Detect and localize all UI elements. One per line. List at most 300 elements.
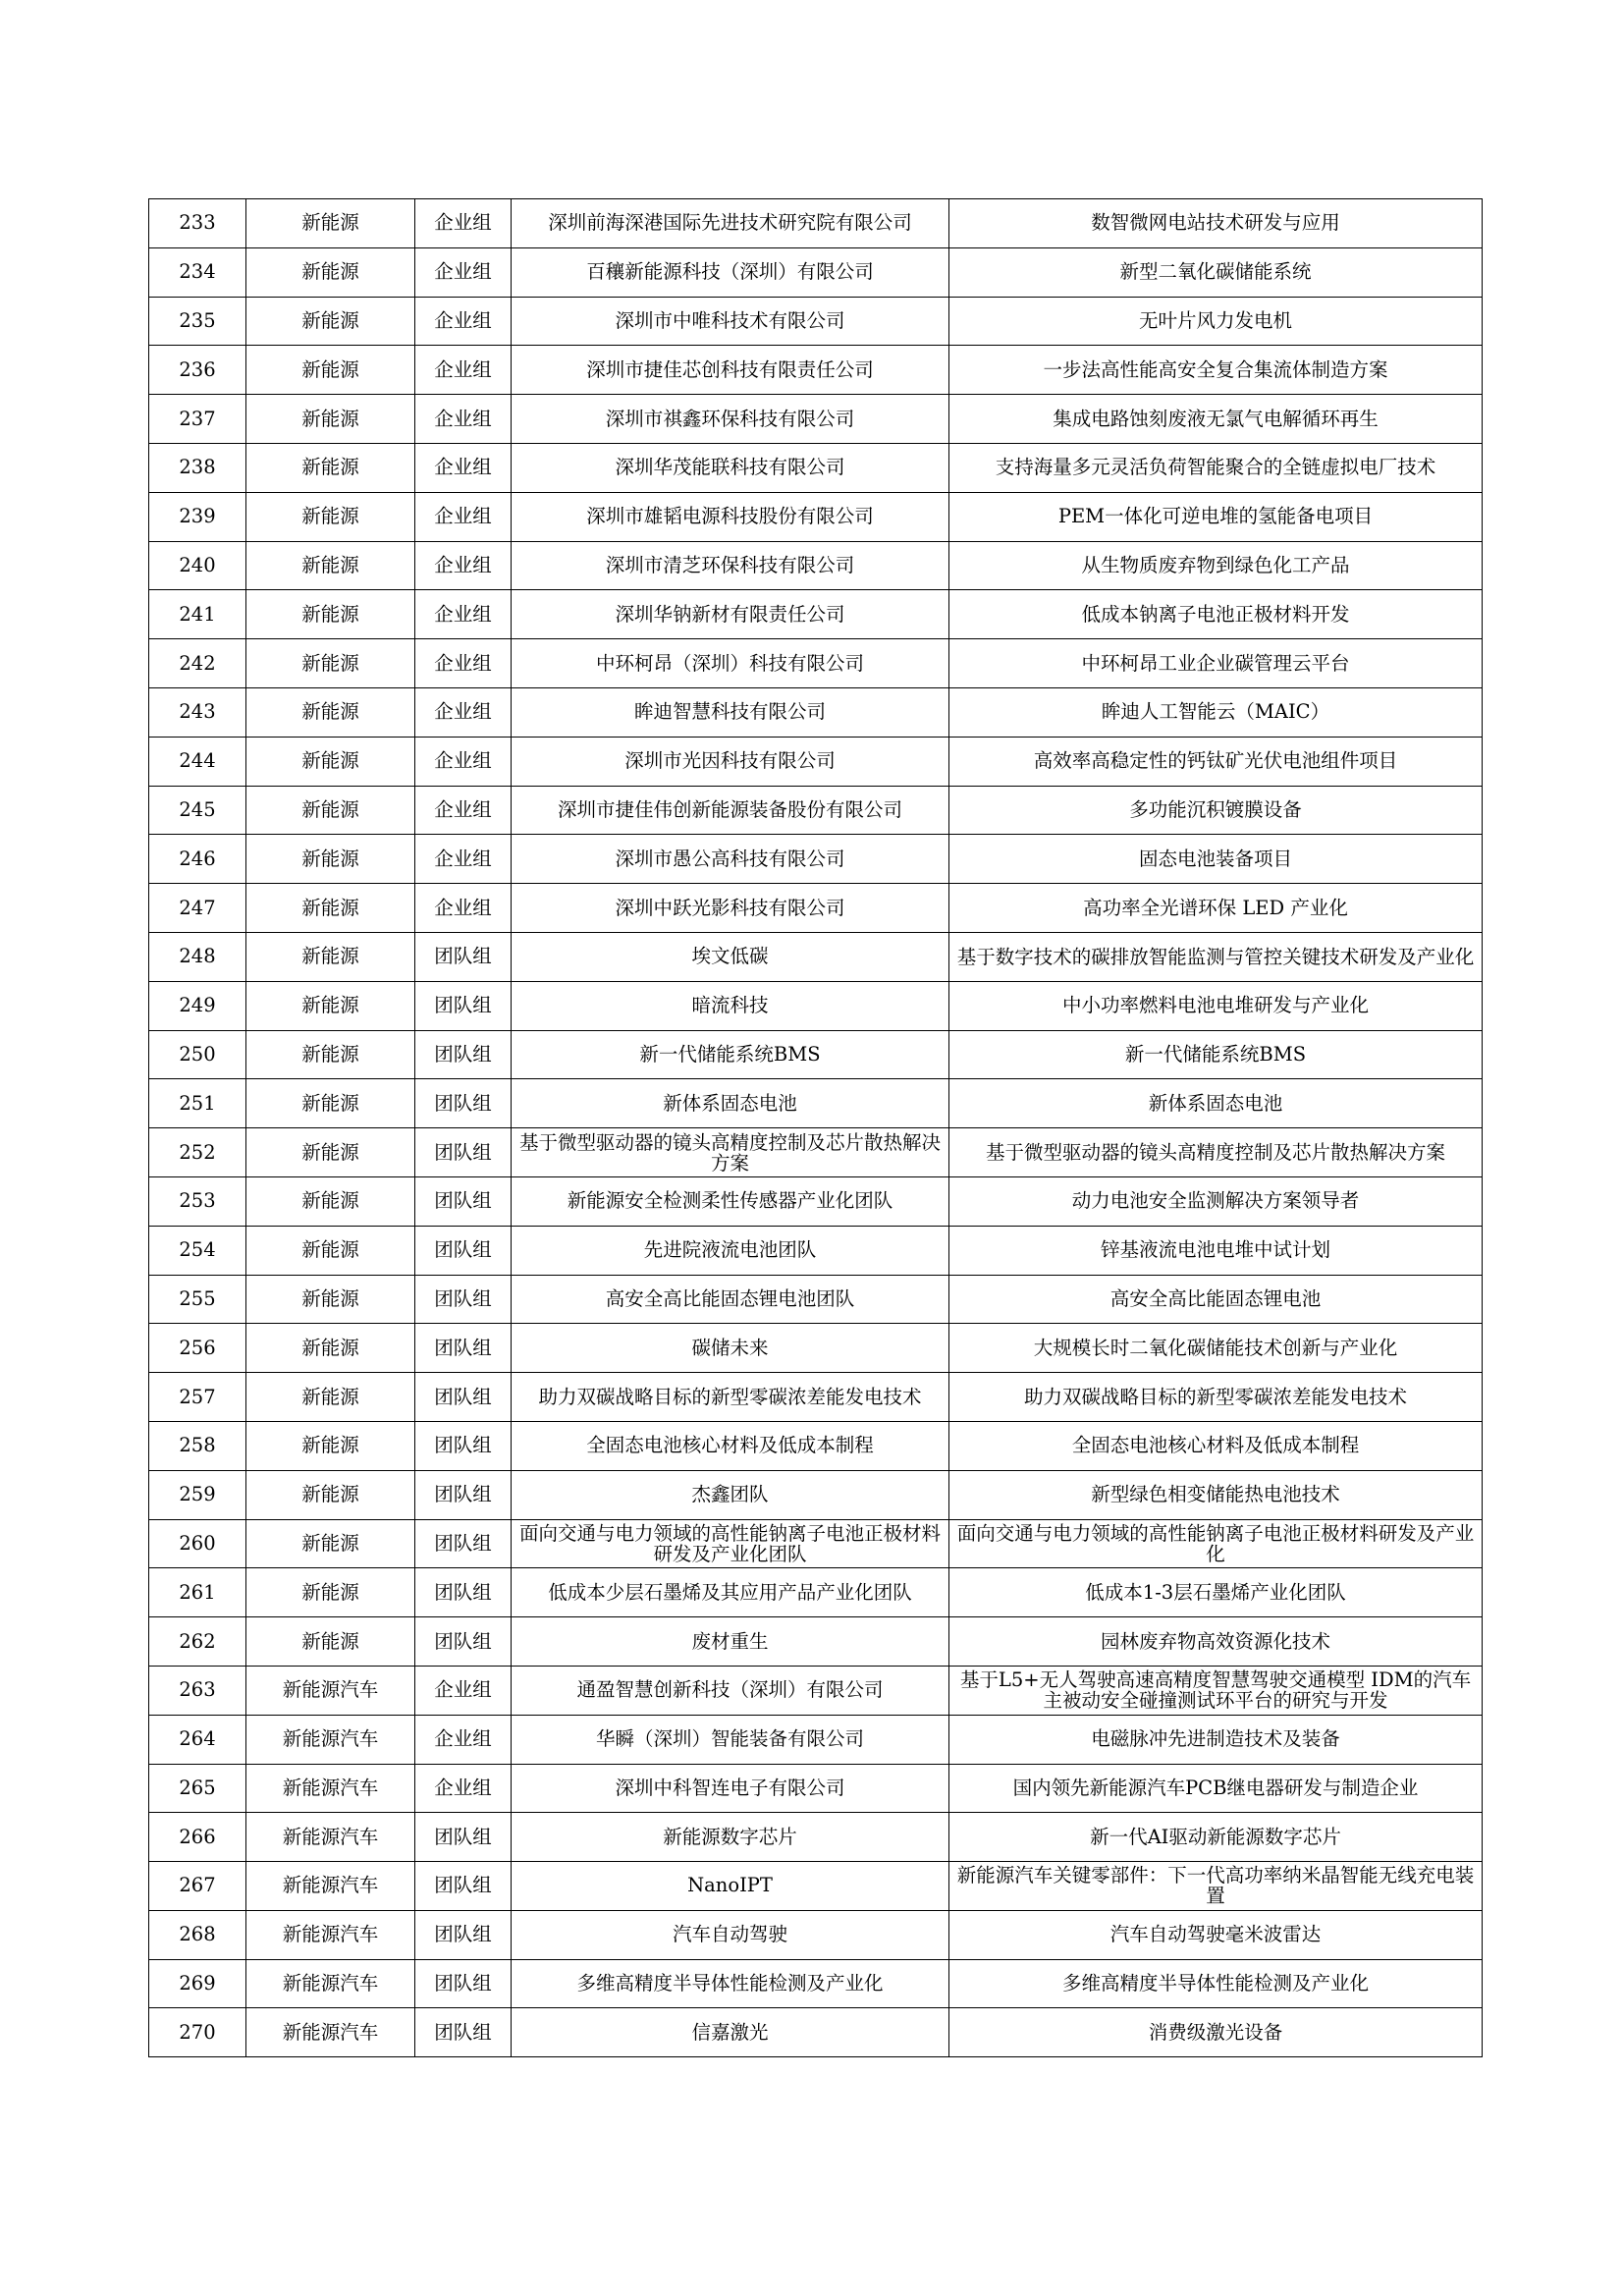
row-number-cell	[149, 687, 246, 737]
group-type-text: 企业组	[434, 260, 492, 284]
table-row	[149, 1421, 1483, 1470]
industry-text: 新能源	[301, 896, 359, 919]
industry-cell	[246, 981, 415, 1030]
group-type-text: 团队组	[434, 994, 492, 1017]
industry-cell	[246, 346, 415, 395]
industry-text: 新能源	[301, 1042, 359, 1066]
project-name-text: 新型二氧化碳储能系统	[1119, 260, 1312, 284]
group-type-cell	[415, 1519, 512, 1568]
project-name-text: 眸迪人工智能云（MAIC）	[1101, 700, 1330, 724]
participant-name-cell	[512, 297, 949, 346]
industry-text: 新能源	[301, 1531, 359, 1555]
project-name-cell	[949, 1617, 1483, 1667]
row-number-cell	[149, 346, 246, 395]
industry-text: 新能源	[301, 651, 359, 675]
participant-name-cell	[512, 1519, 949, 1568]
row-number-text: 265	[179, 1776, 216, 1799]
group-type-cell	[415, 1176, 512, 1226]
participant-name-text: 杰鑫团队	[691, 1483, 769, 1506]
project-name-cell	[949, 932, 1483, 981]
participant-name-cell	[512, 1568, 949, 1617]
industry-text: 新能源	[301, 945, 359, 968]
project-name-text: 无叶片风力发电机	[1138, 308, 1292, 332]
row-number-cell	[149, 541, 246, 590]
participant-name-cell	[512, 1862, 949, 1911]
group-type-text: 团队组	[434, 1091, 492, 1115]
group-type-text: 企业组	[434, 211, 492, 235]
project-name-cell	[949, 1373, 1483, 1422]
row-number-cell	[149, 1568, 246, 1617]
row-number-text: 247	[179, 896, 216, 919]
industry-cell	[246, 1275, 415, 1324]
industry-cell	[246, 1373, 415, 1422]
row-number-cell	[149, 395, 246, 444]
participant-name-cell	[512, 687, 949, 737]
project-name-cell	[949, 1764, 1483, 1813]
project-name-text: 新能源汽车关键零部件：下一代高功率纳米晶智能无线充电装置	[956, 1865, 1475, 1907]
project-name-cell	[949, 1176, 1483, 1226]
project-name-cell	[949, 835, 1483, 884]
row-number-cell	[149, 835, 246, 884]
participant-name-text: 通盈智慧创新科技（深圳）有限公司	[576, 1678, 884, 1702]
projects-table	[148, 198, 1483, 2057]
project-name-cell	[949, 2008, 1483, 2057]
group-type-text: 团队组	[434, 2020, 492, 2044]
project-name-text: PEM一体化可逆电堆的氢能备电项目	[1057, 505, 1374, 528]
participant-name-cell	[512, 884, 949, 933]
row-number-cell	[149, 1470, 246, 1519]
row-number-text: 267	[179, 1874, 216, 1897]
group-type-cell	[415, 247, 512, 297]
participant-name-cell	[512, 1666, 949, 1715]
project-name-text: 基于L5+无人驾驶高速高精度智慧驾驶交通模型 IDM的汽车主被动安全碰撞测试环平台的研究与开发	[959, 1669, 1472, 1712]
participant-name-text: 深圳中跃光影科技有限公司	[615, 896, 845, 919]
group-type-cell	[415, 932, 512, 981]
row-number-text: 242	[179, 651, 216, 675]
row-number-text: 243	[179, 700, 216, 724]
row-number-text: 270	[179, 2020, 216, 2044]
project-name-cell	[949, 492, 1483, 541]
industry-cell	[246, 541, 415, 590]
project-name-cell	[949, 786, 1483, 835]
group-type-cell	[415, 1764, 512, 1813]
table-row	[149, 1226, 1483, 1275]
industry-text: 新能源汽车	[282, 1972, 379, 1995]
group-type-cell	[415, 1666, 512, 1715]
project-name-text: 多功能沉积镀膜设备	[1129, 797, 1302, 821]
project-name-cell	[949, 1226, 1483, 1275]
industry-cell	[246, 1128, 415, 1177]
row-number-cell	[149, 1813, 246, 1862]
group-type-cell	[415, 1568, 512, 1617]
participant-name-cell	[512, 443, 949, 492]
group-type-cell	[415, 199, 512, 248]
industry-text: 新能源	[301, 1091, 359, 1115]
table-row	[149, 247, 1483, 297]
project-name-text: 动力电池安全监测解决方案领导者	[1071, 1189, 1360, 1213]
table-row	[149, 1324, 1483, 1373]
industry-cell	[246, 1862, 415, 1911]
table-row	[149, 541, 1483, 590]
project-name-cell	[949, 395, 1483, 444]
row-number-text: 257	[179, 1385, 216, 1408]
project-name-text: 新型绿色相变储能热电池技术	[1091, 1483, 1340, 1506]
participant-name-cell	[512, 1128, 949, 1177]
industry-cell	[246, 1470, 415, 1519]
participant-name-text: 深圳华茂能联科技有限公司	[615, 456, 845, 479]
project-name-cell	[949, 1324, 1483, 1373]
participant-name-cell	[512, 1324, 949, 1373]
project-name-text: 新一代AI驱动新能源数字芯片	[1090, 1825, 1341, 1848]
row-number-cell	[149, 884, 246, 933]
table-row	[149, 1373, 1483, 1422]
industry-text: 新能源汽车	[282, 1727, 379, 1751]
row-number-text: 254	[179, 1238, 216, 1262]
participant-name-text: 全固态电池核心材料及低成本制程	[586, 1434, 874, 1457]
row-number-cell	[149, 1226, 246, 1275]
group-type-text: 团队组	[434, 1580, 492, 1604]
industry-cell	[246, 1226, 415, 1275]
project-name-cell	[949, 1568, 1483, 1617]
row-number-text: 269	[179, 1972, 216, 1995]
participant-name-text: 基于微型驱动器的镜头高精度控制及芯片散热解决方案	[518, 1131, 941, 1174]
row-number-text: 249	[179, 994, 216, 1017]
project-name-cell	[949, 1666, 1483, 1715]
group-type-text: 团队组	[434, 1042, 492, 1066]
group-type-text: 团队组	[434, 1825, 492, 1848]
row-number-cell	[149, 981, 246, 1030]
participant-name-text: 深圳市光因科技有限公司	[624, 749, 836, 773]
group-type-cell	[415, 1226, 512, 1275]
industry-text: 新能源	[301, 700, 359, 724]
group-type-text: 企业组	[434, 407, 492, 430]
group-type-cell	[415, 590, 512, 639]
project-name-text: 基于数字技术的碳排放智能监测与管控关键技术研发及产业化	[956, 946, 1475, 967]
table-row	[149, 1030, 1483, 1079]
row-number-text: 251	[179, 1091, 216, 1115]
project-name-cell	[949, 1519, 1483, 1568]
group-type-cell	[415, 492, 512, 541]
industry-text: 新能源	[301, 1580, 359, 1604]
group-type-cell	[415, 443, 512, 492]
group-type-cell	[415, 1813, 512, 1862]
participant-name-text: 新能源数字芯片	[663, 1825, 797, 1848]
row-number-cell	[149, 297, 246, 346]
group-type-text: 团队组	[434, 1874, 492, 1897]
project-name-cell	[949, 443, 1483, 492]
industry-text: 新能源汽车	[282, 1923, 379, 1946]
row-number-cell	[149, 2008, 246, 2057]
project-name-cell	[949, 1275, 1483, 1324]
industry-text: 新能源汽车	[282, 1776, 379, 1799]
row-number-text: 256	[179, 1336, 216, 1359]
table-row	[149, 1519, 1483, 1568]
industry-cell	[246, 590, 415, 639]
row-number-cell	[149, 1373, 246, 1422]
table-row	[149, 786, 1483, 835]
participant-name-text: 埃文低碳	[691, 945, 769, 968]
participant-name-cell	[512, 835, 949, 884]
group-type-text: 团队组	[434, 1483, 492, 1506]
participant-name-text: 深圳市清芝环保科技有限公司	[605, 553, 855, 576]
industry-cell	[246, 835, 415, 884]
industry-cell	[246, 1568, 415, 1617]
group-type-text: 企业组	[434, 357, 492, 381]
group-type-cell	[415, 346, 512, 395]
industry-text: 新能源	[301, 797, 359, 821]
project-name-text: 低成本钠离子电池正极材料开发	[1081, 602, 1350, 626]
project-name-text: 新一代储能系统BMS	[1124, 1042, 1307, 1066]
row-number-cell	[149, 1910, 246, 1959]
row-number-text: 255	[179, 1286, 216, 1310]
industry-text: 新能源	[301, 1483, 359, 1506]
project-name-text: 高安全高比能固态锂电池	[1109, 1286, 1322, 1310]
table-row	[149, 1862, 1483, 1911]
group-type-cell	[415, 981, 512, 1030]
group-type-cell	[415, 541, 512, 590]
participant-name-cell	[512, 199, 949, 248]
participant-name-text: 废材重生	[691, 1629, 769, 1653]
project-name-text: 新体系固态电池	[1148, 1091, 1283, 1115]
table-row	[149, 1617, 1483, 1667]
industry-text: 新能源	[301, 749, 359, 773]
table-row	[149, 1128, 1483, 1177]
project-name-text: 中小功率燃料电池电堆研发与产业化	[1061, 994, 1369, 1017]
participant-name-cell	[512, 1421, 949, 1470]
industry-cell	[246, 1715, 415, 1764]
row-number-text: 233	[179, 211, 216, 235]
group-type-cell	[415, 639, 512, 688]
group-type-cell	[415, 395, 512, 444]
industry-cell	[246, 1324, 415, 1373]
participant-name-text: 深圳市愚公高科技有限公司	[615, 847, 845, 870]
participant-name-cell	[512, 1715, 949, 1764]
table-row	[149, 199, 1483, 248]
participant-name-text: 深圳华钠新材有限责任公司	[615, 602, 845, 626]
industry-cell	[246, 1959, 415, 2008]
group-type-cell	[415, 786, 512, 835]
project-name-text: 中环柯昂工业企业碳管理云平台	[1081, 651, 1350, 675]
group-type-cell	[415, 1470, 512, 1519]
industry-text: 新能源	[301, 1238, 359, 1262]
project-name-text: 一步法高性能高安全复合集流体制造方案	[1043, 357, 1388, 381]
project-name-cell	[949, 639, 1483, 688]
project-name-cell	[949, 1421, 1483, 1470]
group-type-cell	[415, 1324, 512, 1373]
participant-name-text: 中环柯昂（深圳）科技有限公司	[595, 651, 864, 675]
project-name-text: 基于微型驱动器的镜头高精度控制及芯片散热解决方案	[985, 1140, 1445, 1164]
row-number-cell	[149, 932, 246, 981]
table-row	[149, 835, 1483, 884]
project-name-text: 低成本1-3层石墨烯产业化团队	[1085, 1580, 1346, 1604]
row-number-cell	[149, 247, 246, 297]
group-type-cell	[415, 1128, 512, 1177]
row-number-cell	[149, 492, 246, 541]
project-name-cell	[949, 981, 1483, 1030]
project-name-cell	[949, 1030, 1483, 1079]
participant-name-text: 深圳市雄韬电源科技股份有限公司	[586, 505, 874, 528]
participant-name-cell	[512, 1226, 949, 1275]
project-name-cell	[949, 687, 1483, 737]
group-type-cell	[415, 1079, 512, 1128]
participant-name-text: 面向交通与电力领域的高性能钠离子电池正极材料研发及产业化团队	[518, 1522, 941, 1564]
row-number-text: 259	[179, 1483, 216, 1506]
industry-text: 新能源	[301, 847, 359, 870]
industry-cell	[246, 1666, 415, 1715]
group-type-text: 企业组	[434, 553, 492, 576]
group-type-cell	[415, 297, 512, 346]
row-number-text: 253	[179, 1189, 216, 1213]
project-name-cell	[949, 884, 1483, 933]
participant-name-text: 汽车自动驾驶	[672, 1923, 787, 1946]
table-row	[149, 1470, 1483, 1519]
group-type-cell	[415, 1421, 512, 1470]
project-name-text: 全固态电池核心材料及低成本制程	[1071, 1434, 1360, 1457]
industry-text: 新能源	[301, 1286, 359, 1310]
project-name-cell	[949, 1715, 1483, 1764]
industry-cell	[246, 1910, 415, 1959]
project-name-cell	[949, 737, 1483, 786]
project-name-text: 汽车自动驾驶毫米波雷达	[1109, 1923, 1322, 1946]
participant-name-text: 新能源安全检测柔性传感器产业化团队	[567, 1189, 893, 1213]
row-number-cell	[149, 737, 246, 786]
project-name-text: 集成电路蚀刻废液无氯气电解循环再生	[1053, 407, 1379, 430]
participant-name-cell	[512, 590, 949, 639]
participant-name-cell	[512, 1176, 949, 1226]
row-number-text: 268	[179, 1923, 216, 1946]
row-number-cell	[149, 1959, 246, 2008]
group-type-text: 企业组	[434, 651, 492, 675]
project-name-text: 固态电池装备项目	[1138, 847, 1292, 870]
industry-text: 新能源	[301, 1140, 359, 1164]
industry-cell	[246, 492, 415, 541]
row-number-cell	[149, 1421, 246, 1470]
project-name-text: 助力双碳战略目标的新型零碳浓差能发电技术	[1023, 1385, 1407, 1408]
group-type-text: 企业组	[434, 1776, 492, 1799]
group-type-cell	[415, 1275, 512, 1324]
project-name-cell	[949, 199, 1483, 248]
group-type-cell	[415, 1373, 512, 1422]
group-type-text: 团队组	[434, 1140, 492, 1164]
row-number-text: 240	[179, 553, 216, 576]
table-row	[149, 590, 1483, 639]
participant-name-cell	[512, 1030, 949, 1079]
group-type-text: 企业组	[434, 1678, 492, 1702]
group-type-cell	[415, 884, 512, 933]
industry-text: 新能源汽车	[282, 1825, 379, 1848]
row-number-cell	[149, 1176, 246, 1226]
project-name-text: 园林废弃物高效资源化技术	[1100, 1629, 1330, 1653]
participant-name-text: 助力双碳战略目标的新型零碳浓差能发电技术	[538, 1385, 922, 1408]
row-number-cell	[149, 199, 246, 248]
table-row	[149, 1715, 1483, 1764]
participant-name-cell	[512, 786, 949, 835]
row-number-text: 264	[179, 1727, 216, 1751]
project-name-cell	[949, 346, 1483, 395]
industry-cell	[246, 199, 415, 248]
participant-name-text: 深圳市捷佳伟创新能源装备股份有限公司	[557, 797, 902, 821]
project-name-text: 消费级激光设备	[1148, 2020, 1283, 2044]
table-row	[149, 1764, 1483, 1813]
industry-cell	[246, 1813, 415, 1862]
participant-name-cell	[512, 1764, 949, 1813]
group-type-cell	[415, 2008, 512, 2057]
row-number-cell	[149, 1862, 246, 1911]
industry-cell	[246, 443, 415, 492]
participant-name-cell	[512, 395, 949, 444]
participant-name-text: 信嘉激光	[691, 2020, 769, 2044]
participant-name-cell	[512, 541, 949, 590]
participant-name-text: 先进院液流电池团队	[643, 1238, 817, 1262]
table-row	[149, 687, 1483, 737]
row-number-cell	[149, 443, 246, 492]
industry-cell	[246, 639, 415, 688]
participant-name-text: 多维高精度半导体性能检测及产业化	[576, 1972, 884, 1995]
industry-cell	[246, 1421, 415, 1470]
participant-name-cell	[512, 247, 949, 297]
project-name-text: 数智微网电站技术研发与应用	[1091, 211, 1340, 235]
row-number-cell	[149, 1764, 246, 1813]
industry-text: 新能源汽车	[282, 1678, 379, 1702]
table-body	[149, 199, 1483, 2057]
row-number-text: 234	[179, 260, 216, 284]
project-name-text: 高功率全光谱环保 LED 产业化	[1083, 896, 1348, 919]
industry-cell	[246, 786, 415, 835]
industry-cell	[246, 395, 415, 444]
industry-text: 新能源	[301, 308, 359, 332]
participant-name-text: 深圳市捷佳芯创科技有限责任公司	[586, 357, 874, 381]
industry-text: 新能源	[301, 1336, 359, 1359]
industry-text: 新能源	[301, 407, 359, 430]
industry-text: 新能源	[301, 260, 359, 284]
industry-text: 新能源汽车	[282, 2020, 379, 2044]
project-name-text: 高效率高稳定性的钙钛矿光伏电池组件项目	[1033, 749, 1398, 773]
industry-text: 新能源	[301, 1629, 359, 1653]
participant-name-cell	[512, 1959, 949, 2008]
industry-text: 新能源	[301, 211, 359, 235]
row-number-cell	[149, 1324, 246, 1373]
project-name-cell	[949, 1959, 1483, 2008]
industry-cell	[246, 247, 415, 297]
group-type-text: 团队组	[434, 1923, 492, 1946]
group-type-cell	[415, 1030, 512, 1079]
participant-name-text: 华瞬（深圳）智能装备有限公司	[595, 1727, 864, 1751]
participant-name-cell	[512, 346, 949, 395]
group-type-cell	[415, 737, 512, 786]
table-row	[149, 1568, 1483, 1617]
industry-cell	[246, 737, 415, 786]
participant-name-text: 眸迪智慧科技有限公司	[633, 700, 826, 724]
project-name-cell	[949, 1910, 1483, 1959]
table-row	[149, 1275, 1483, 1324]
table-row	[149, 981, 1483, 1030]
group-type-text: 团队组	[434, 1972, 492, 1995]
participant-name-text: 高安全高比能固态锂电池团队	[605, 1286, 855, 1310]
group-type-text: 企业组	[434, 700, 492, 724]
participant-name-text: 百穰新能源科技（深圳）有限公司	[586, 260, 874, 284]
table-row	[149, 1079, 1483, 1128]
industry-text: 新能源	[301, 602, 359, 626]
row-number-text: 266	[179, 1825, 216, 1848]
row-number-cell	[149, 1128, 246, 1177]
participant-name-cell	[512, 1275, 949, 1324]
industry-text: 新能源	[301, 456, 359, 479]
group-type-text: 企业组	[434, 896, 492, 919]
industry-cell	[246, 1176, 415, 1226]
row-number-text: 244	[179, 749, 216, 773]
row-number-text: 248	[179, 945, 216, 968]
participant-name-cell	[512, 2008, 949, 2057]
